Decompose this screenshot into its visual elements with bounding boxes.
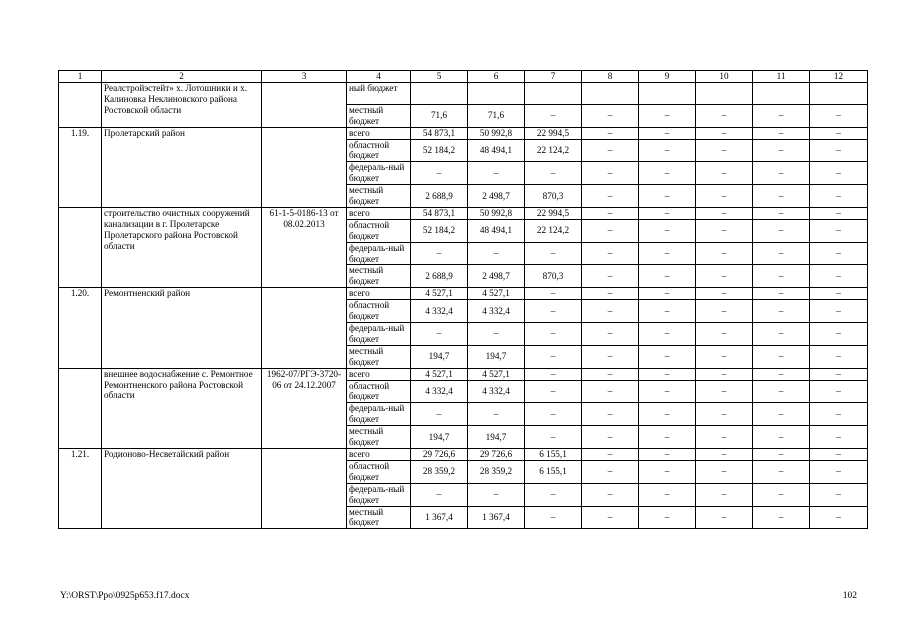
amount-cell: – (810, 162, 868, 185)
amount-cell: – (753, 448, 810, 460)
amount-cell: – (582, 300, 639, 323)
amount-cell: 50 992,8 (468, 127, 525, 139)
column-header-9: 9 (639, 71, 696, 83)
funding-source: местный бюджет (347, 506, 411, 529)
object-name: строительство очистных сооружений канализации в г. Пролетарске Пролетарского района Ростовской области (102, 207, 262, 287)
amount-cell: – (753, 242, 810, 265)
column-header-1: 1 (59, 71, 102, 83)
amount-cell: – (525, 403, 582, 426)
amount-cell (753, 83, 810, 105)
amount-cell: – (582, 368, 639, 380)
table-row (59, 448, 868, 460)
column-header-8: 8 (582, 71, 639, 83)
amount-cell: – (639, 426, 696, 449)
funding-source: местный бюджет (347, 345, 411, 368)
amount-cell: – (753, 104, 810, 127)
amount-cell: – (525, 483, 582, 506)
amount-cell: – (810, 403, 868, 426)
amount-cell: – (468, 323, 525, 346)
funding-source: областной бюджет (347, 139, 411, 162)
amount-cell: 6 155,1 (525, 448, 582, 460)
column-header-5: 5 (411, 71, 468, 83)
amount-cell: – (696, 127, 753, 139)
amount-cell: 22 124,2 (525, 219, 582, 242)
funding-source: областной бюджет (347, 219, 411, 242)
amount-cell: – (639, 506, 696, 529)
funding-source: федераль-ный бюджет (347, 162, 411, 185)
column-number-header (59, 71, 868, 83)
column-header-2: 2 (102, 71, 262, 83)
amount-cell: – (810, 368, 868, 380)
amount-cell: 71,6 (468, 104, 525, 127)
amount-cell: – (696, 345, 753, 368)
row-number: 1.20. (59, 288, 102, 368)
funding-source: местный бюджет (347, 265, 411, 288)
table-row (59, 83, 868, 105)
amount-cell: 4 527,1 (468, 288, 525, 300)
funding-source: местный бюджет (347, 426, 411, 449)
amount-cell (696, 83, 753, 105)
amount-cell: – (753, 426, 810, 449)
amount-cell: – (525, 506, 582, 529)
amount-cell: – (525, 300, 582, 323)
amount-cell: – (696, 300, 753, 323)
amount-cell: – (639, 139, 696, 162)
object-name: Родионово-Несветайский район (102, 448, 262, 528)
amount-cell: 194,7 (411, 345, 468, 368)
amount-cell: 28 359,2 (411, 460, 468, 483)
amount-cell: – (753, 219, 810, 242)
funding-source: федераль-ный бюджет (347, 483, 411, 506)
amount-cell: – (639, 162, 696, 185)
amount-cell: – (753, 139, 810, 162)
amount-cell: – (582, 127, 639, 139)
amount-cell: – (810, 380, 868, 403)
object-name: Пролетарский район (102, 127, 262, 207)
amount-cell: – (639, 300, 696, 323)
amount-cell: – (582, 460, 639, 483)
amount-cell: 71,6 (411, 104, 468, 127)
amount-cell: – (582, 403, 639, 426)
amount-cell: – (696, 506, 753, 529)
amount-cell: – (810, 185, 868, 208)
column-header-11: 11 (753, 71, 810, 83)
amount-cell: – (525, 162, 582, 185)
amount-cell: – (639, 288, 696, 300)
project-code (262, 127, 347, 207)
amount-cell: – (525, 323, 582, 346)
funding-source: областной бюджет (347, 380, 411, 403)
amount-cell: – (696, 403, 753, 426)
funding-source: всего (347, 127, 411, 139)
amount-cell: 4 332,4 (411, 380, 468, 403)
amount-cell: – (411, 242, 468, 265)
amount-cell: – (582, 242, 639, 265)
amount-cell: 194,7 (468, 426, 525, 449)
amount-cell: – (468, 242, 525, 265)
row-number (59, 83, 102, 128)
project-code (262, 83, 347, 128)
amount-cell: 2 498,7 (468, 185, 525, 208)
amount-cell: – (810, 139, 868, 162)
funding-source: всего (347, 207, 411, 219)
amount-cell: – (582, 185, 639, 208)
amount-cell: – (753, 403, 810, 426)
amount-cell: – (468, 403, 525, 426)
amount-cell: – (810, 288, 868, 300)
column-header-7: 7 (525, 71, 582, 83)
table-body (59, 83, 868, 529)
amount-cell: 4 332,4 (468, 380, 525, 403)
amount-cell: – (639, 448, 696, 460)
amount-cell: – (810, 323, 868, 346)
amount-cell: – (810, 300, 868, 323)
amount-cell: – (753, 300, 810, 323)
amount-cell: – (696, 380, 753, 403)
amount-cell: – (582, 426, 639, 449)
funding-source: местный бюджет (347, 104, 411, 127)
row-number (59, 207, 102, 287)
budget-table (58, 70, 868, 529)
amount-cell: – (639, 403, 696, 426)
amount-cell: – (411, 403, 468, 426)
amount-cell (639, 83, 696, 105)
amount-cell: – (810, 506, 868, 529)
amount-cell: – (810, 127, 868, 139)
amount-cell: – (411, 483, 468, 506)
amount-cell: – (810, 104, 868, 127)
amount-cell: – (810, 219, 868, 242)
amount-cell: – (696, 162, 753, 185)
amount-cell: – (468, 483, 525, 506)
object-name: Реалстройэстейт» х. Лотошники и х. Калиновка Неклиновского района Ростовской области (102, 83, 262, 128)
funding-source: местный бюджет (347, 185, 411, 208)
row-number: 1.19. (59, 127, 102, 207)
amount-cell: 4 527,1 (468, 368, 525, 380)
amount-cell: – (639, 345, 696, 368)
amount-cell: – (582, 219, 639, 242)
funding-source: областной бюджет (347, 460, 411, 483)
amount-cell: – (582, 506, 639, 529)
amount-cell: – (696, 448, 753, 460)
amount-cell: – (582, 207, 639, 219)
amount-cell: – (696, 460, 753, 483)
column-header-12: 12 (810, 71, 868, 83)
row-number (59, 368, 102, 448)
amount-cell: – (810, 448, 868, 460)
amount-cell: – (753, 368, 810, 380)
table-row (59, 368, 868, 380)
amount-cell: – (810, 483, 868, 506)
amount-cell: – (810, 242, 868, 265)
funding-source: всего (347, 448, 411, 460)
table-row (59, 288, 868, 300)
amount-cell: – (582, 104, 639, 127)
amount-cell: 22 124,2 (525, 139, 582, 162)
amount-cell: – (582, 448, 639, 460)
amount-cell: – (753, 162, 810, 185)
amount-cell: 29 726,6 (468, 448, 525, 460)
amount-cell: – (525, 242, 582, 265)
amount-cell: – (525, 426, 582, 449)
funding-source: ный бюджет (347, 83, 411, 105)
amount-cell: – (696, 483, 753, 506)
project-code: 61-1-5-0186-13 от 08.02.2013 (262, 207, 347, 287)
funding-source: федераль-ный бюджет (347, 403, 411, 426)
amount-cell: – (696, 265, 753, 288)
footer-file-path: Y:\ORST\Ppo\0925p653.f17.docx (60, 591, 190, 601)
amount-cell: – (753, 380, 810, 403)
amount-cell: – (639, 483, 696, 506)
amount-cell: – (582, 139, 639, 162)
amount-cell: – (753, 323, 810, 346)
page-number: 102 (842, 591, 857, 601)
amount-cell: – (525, 368, 582, 380)
amount-cell: 29 726,6 (411, 448, 468, 460)
funding-source: федераль-ный бюджет (347, 242, 411, 265)
amount-cell: 52 184,2 (411, 219, 468, 242)
amount-cell: 52 184,2 (411, 139, 468, 162)
object-name: Ремонтненский район (102, 288, 262, 368)
amount-cell (411, 83, 468, 105)
amount-cell (468, 83, 525, 105)
amount-cell: 1 367,4 (468, 506, 525, 529)
amount-cell: – (696, 288, 753, 300)
amount-cell: – (810, 345, 868, 368)
amount-cell: – (411, 323, 468, 346)
amount-cell: 4 332,4 (411, 300, 468, 323)
amount-cell: – (810, 265, 868, 288)
amount-cell: – (810, 426, 868, 449)
amount-cell: – (753, 506, 810, 529)
amount-cell: 54 873,1 (411, 207, 468, 219)
amount-cell: – (753, 265, 810, 288)
object-name: внешнее водоснабжение с. Ремонтное Ремонтненского района Ростовской области (102, 368, 262, 448)
amount-cell: 4 527,1 (411, 288, 468, 300)
amount-cell: – (810, 460, 868, 483)
amount-cell: 194,7 (411, 426, 468, 449)
amount-cell: – (639, 242, 696, 265)
amount-cell: – (468, 162, 525, 185)
column-header-10: 10 (696, 71, 753, 83)
amount-cell: 4 332,4 (468, 300, 525, 323)
column-header-3: 3 (262, 71, 347, 83)
amount-cell: – (810, 207, 868, 219)
amount-cell: – (639, 368, 696, 380)
amount-cell: – (696, 368, 753, 380)
amount-cell: – (753, 127, 810, 139)
amount-cell: – (525, 380, 582, 403)
amount-cell: 48 494,1 (468, 219, 525, 242)
column-header-6: 6 (468, 71, 525, 83)
amount-cell: – (582, 265, 639, 288)
amount-cell: – (525, 288, 582, 300)
column-header-4: 4 (347, 71, 411, 83)
amount-cell: – (582, 323, 639, 346)
amount-cell: – (753, 483, 810, 506)
amount-cell: – (696, 323, 753, 346)
amount-cell: – (696, 139, 753, 162)
amount-cell: – (639, 127, 696, 139)
row-number: 1.21. (59, 448, 102, 528)
table-row (59, 127, 868, 139)
amount-cell: – (696, 426, 753, 449)
amount-cell: 2 498,7 (468, 265, 525, 288)
project-code (262, 288, 347, 368)
amount-cell: 50 992,8 (468, 207, 525, 219)
amount-cell: – (639, 219, 696, 242)
amount-cell: – (753, 288, 810, 300)
amount-cell: – (696, 207, 753, 219)
funding-source: областной бюджет (347, 300, 411, 323)
amount-cell: – (639, 265, 696, 288)
amount-cell: 4 527,1 (411, 368, 468, 380)
amount-cell: – (696, 219, 753, 242)
amount-cell: – (411, 162, 468, 185)
amount-cell: – (696, 242, 753, 265)
amount-cell: – (639, 104, 696, 127)
amount-cell: 870,3 (525, 185, 582, 208)
amount-cell: 22 994,5 (525, 207, 582, 219)
amount-cell: – (696, 185, 753, 208)
amount-cell: 28 359,2 (468, 460, 525, 483)
amount-cell: – (582, 483, 639, 506)
amount-cell: 2 688,9 (411, 265, 468, 288)
amount-cell: – (753, 345, 810, 368)
amount-cell: – (582, 380, 639, 403)
amount-cell (582, 83, 639, 105)
amount-cell: 194,7 (468, 345, 525, 368)
amount-cell: 6 155,1 (525, 460, 582, 483)
amount-cell (525, 83, 582, 105)
amount-cell: 54 873,1 (411, 127, 468, 139)
amount-cell: – (639, 323, 696, 346)
amount-cell: 48 494,1 (468, 139, 525, 162)
amount-cell: – (582, 288, 639, 300)
project-code: 1962-07/РГЭ-3720-06 от 24.12.2007 (262, 368, 347, 448)
amount-cell: 870,3 (525, 265, 582, 288)
amount-cell: – (639, 185, 696, 208)
funding-source: всего (347, 368, 411, 380)
amount-cell: – (753, 460, 810, 483)
table-row (59, 207, 868, 219)
amount-cell: – (525, 104, 582, 127)
amount-cell: – (525, 345, 582, 368)
amount-cell: 22 994,5 (525, 127, 582, 139)
amount-cell: – (639, 207, 696, 219)
amount-cell: – (639, 380, 696, 403)
amount-cell: – (639, 460, 696, 483)
funding-source: федераль-ный бюджет (347, 323, 411, 346)
amount-cell: 2 688,9 (411, 185, 468, 208)
amount-cell: – (753, 207, 810, 219)
amount-cell: – (582, 162, 639, 185)
amount-cell: 1 367,4 (411, 506, 468, 529)
project-code (262, 448, 347, 528)
amount-cell: – (753, 185, 810, 208)
amount-cell: – (582, 345, 639, 368)
funding-source: всего (347, 288, 411, 300)
amount-cell (810, 83, 868, 105)
amount-cell: – (696, 104, 753, 127)
